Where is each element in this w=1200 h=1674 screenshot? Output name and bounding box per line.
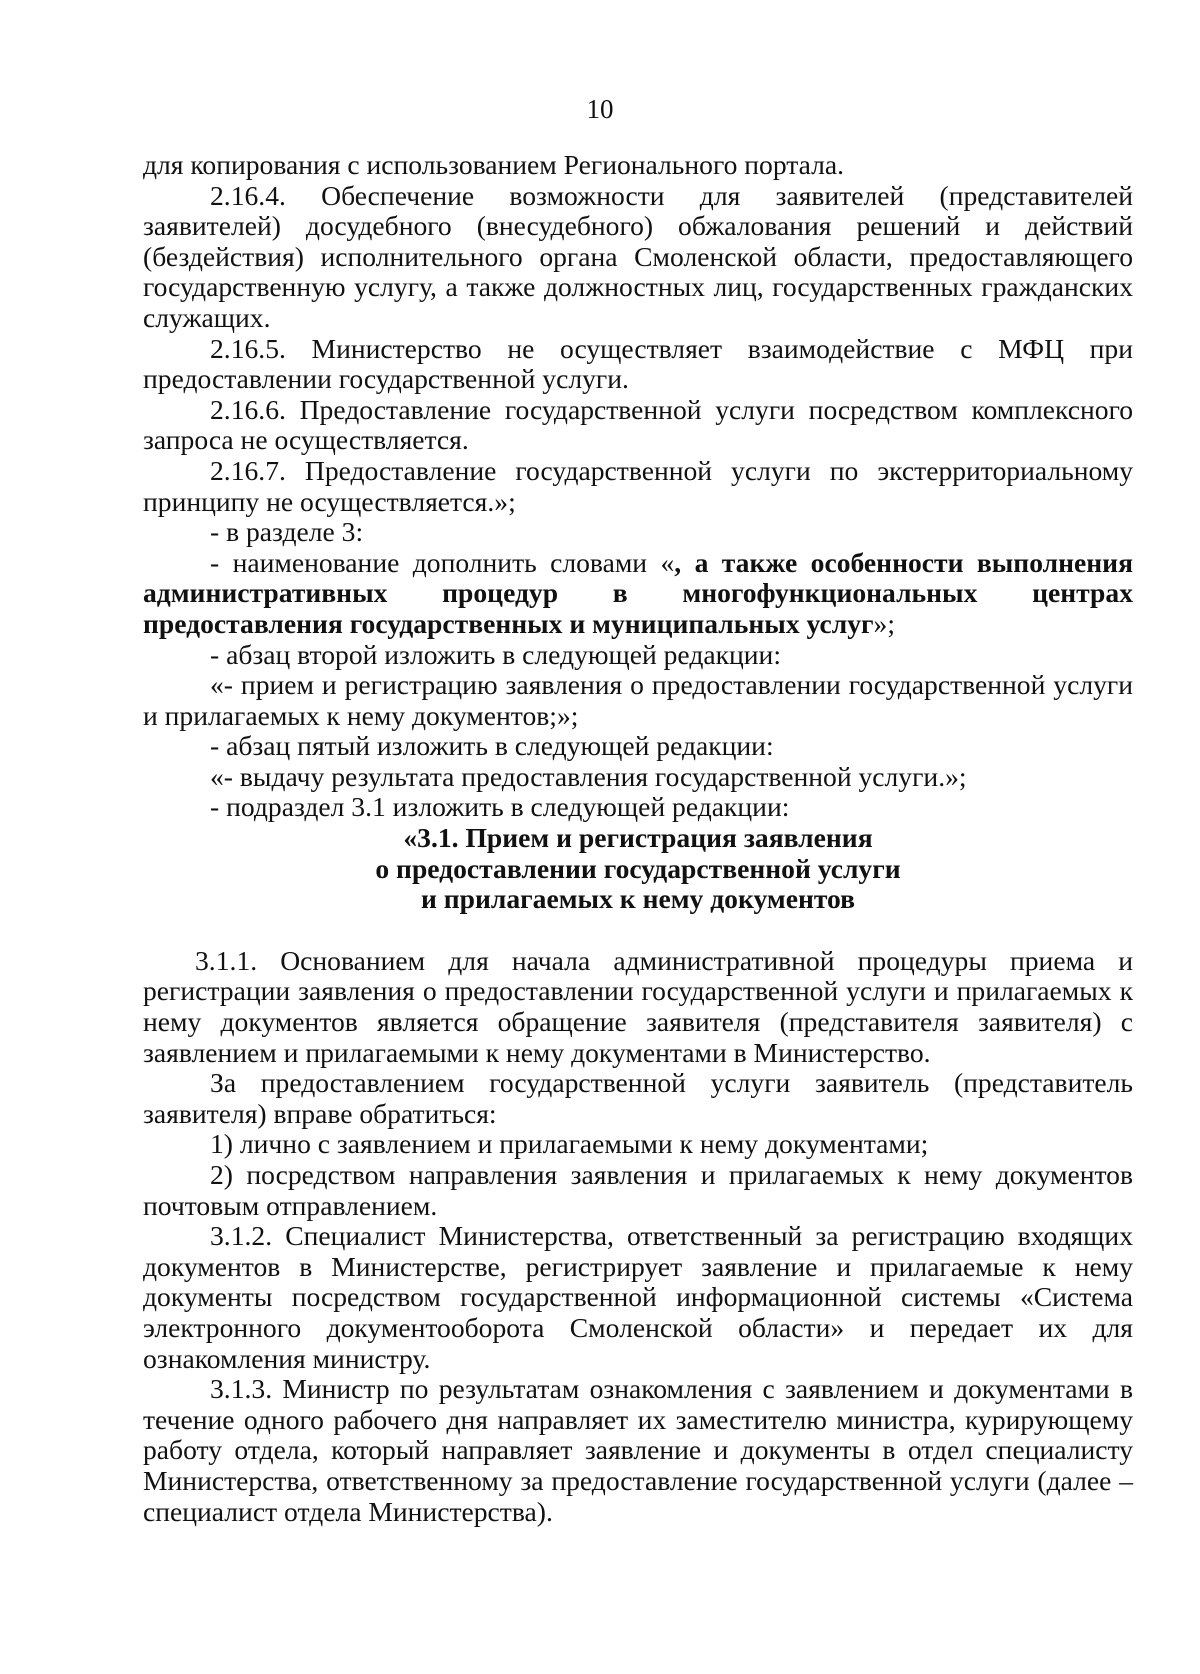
document-body	[143, 150, 1133, 1527]
text-plain: - наименование дополнить словами «	[210, 546, 675, 578]
page-number: 10	[586, 94, 614, 124]
paragraph: - подраздел 3.1 изложить в следующей редакции:	[210, 791, 790, 823]
paragraph: для копирования с использованием Регионального портала.	[143, 149, 845, 180]
paragraph: 3.1.2. Специалист Министерства, ответственный за регистрацию входящих документов в Министерстве, регистрирует заявление и прилагаемые к нему документы посредством государственной информационной системы «Система электронного документооборота Смоленской области» и передает их для ознакомления министру.	[143, 1220, 1133, 1374]
section-heading-line: «3.1. Прием и регистрация заявления	[403, 822, 873, 854]
paragraph: - абзац второй изложить в следующей редакции:	[210, 638, 781, 670]
paragraph: - абзац пятый изложить в следующей редакции:	[210, 730, 774, 762]
paragraph: За предоставлением государственной услуги заявитель (представитель заявителя) вправе обратиться:	[143, 1067, 1133, 1129]
paragraph: - в разделе 3:	[210, 516, 364, 548]
text-bold: , а также особенности выполнения административных процедур в многофункциональных центрах предоставления государственных и муниципальных услуг	[143, 546, 1133, 639]
paragraph: «- прием и регистрацию заявления о предоставлении государственной услуги и прилагаемых к нему документов;»;	[143, 669, 1133, 731]
section-heading-line: и прилагаемых к нему документов	[420, 883, 856, 915]
list-item: 1) лично с заявлением и прилагаемыми к нему документами;	[210, 1128, 929, 1160]
paragraph: 2.16.7. Предоставление государственной услуги по экстерриториальному принципу не осуществляется.»;	[143, 454, 1133, 517]
paragraph: «- выдачу результата предоставления государственной услуги.»;	[210, 760, 967, 792]
section-heading-line: о предоставлении государственной услуги	[375, 852, 901, 884]
paragraph-with-bold	[143, 548, 1133, 640]
spacer	[143, 915, 1133, 946]
paragraph: 2.16.5. Министерство не осуществляет взаимодействие с МФЦ при предоставлении государственной услуги.	[143, 332, 1133, 395]
paragraph: 3.1.1. Основанием для начала административной процедуры приема и регистрации заявления о предоставлении государственной услуги и прилагаемых к нему документов является обращение заявителя (представителя заявителя) с заявлением и прилагаемыми к нему документами в Министерство.	[143, 944, 1133, 1068]
text-plain: »;	[873, 607, 895, 639]
paragraph: 3.1.3. Министр по результатам ознакомления с заявлением и документами в течение одного рабочего дня направляет их заместителю министра, курирующему работу отдела, который направляет заявление и документы в отдел специалисту Министерства, ответственному за предоставление государственной услуги (далее – специалист отдела Министерства).	[143, 1373, 1133, 1527]
list-item: 2) посредством направления заявления и прилагаемых к нему документов почтовым отправлением.	[143, 1159, 1133, 1221]
paragraph: 2.16.6. Предоставление государственной услуги посредством комплексного запроса не осуществляется.	[143, 393, 1133, 456]
paragraph: 2.16.4. Обеспечение возможности для заявителей (представителей заявителей) досудебного (внесудебного) обжалования решений и действий (бездействия) исполнительного органа Смоленской области, предоставляющего государственную услугу, а также должностных лиц, государственных гражданских служащих.	[143, 179, 1133, 333]
